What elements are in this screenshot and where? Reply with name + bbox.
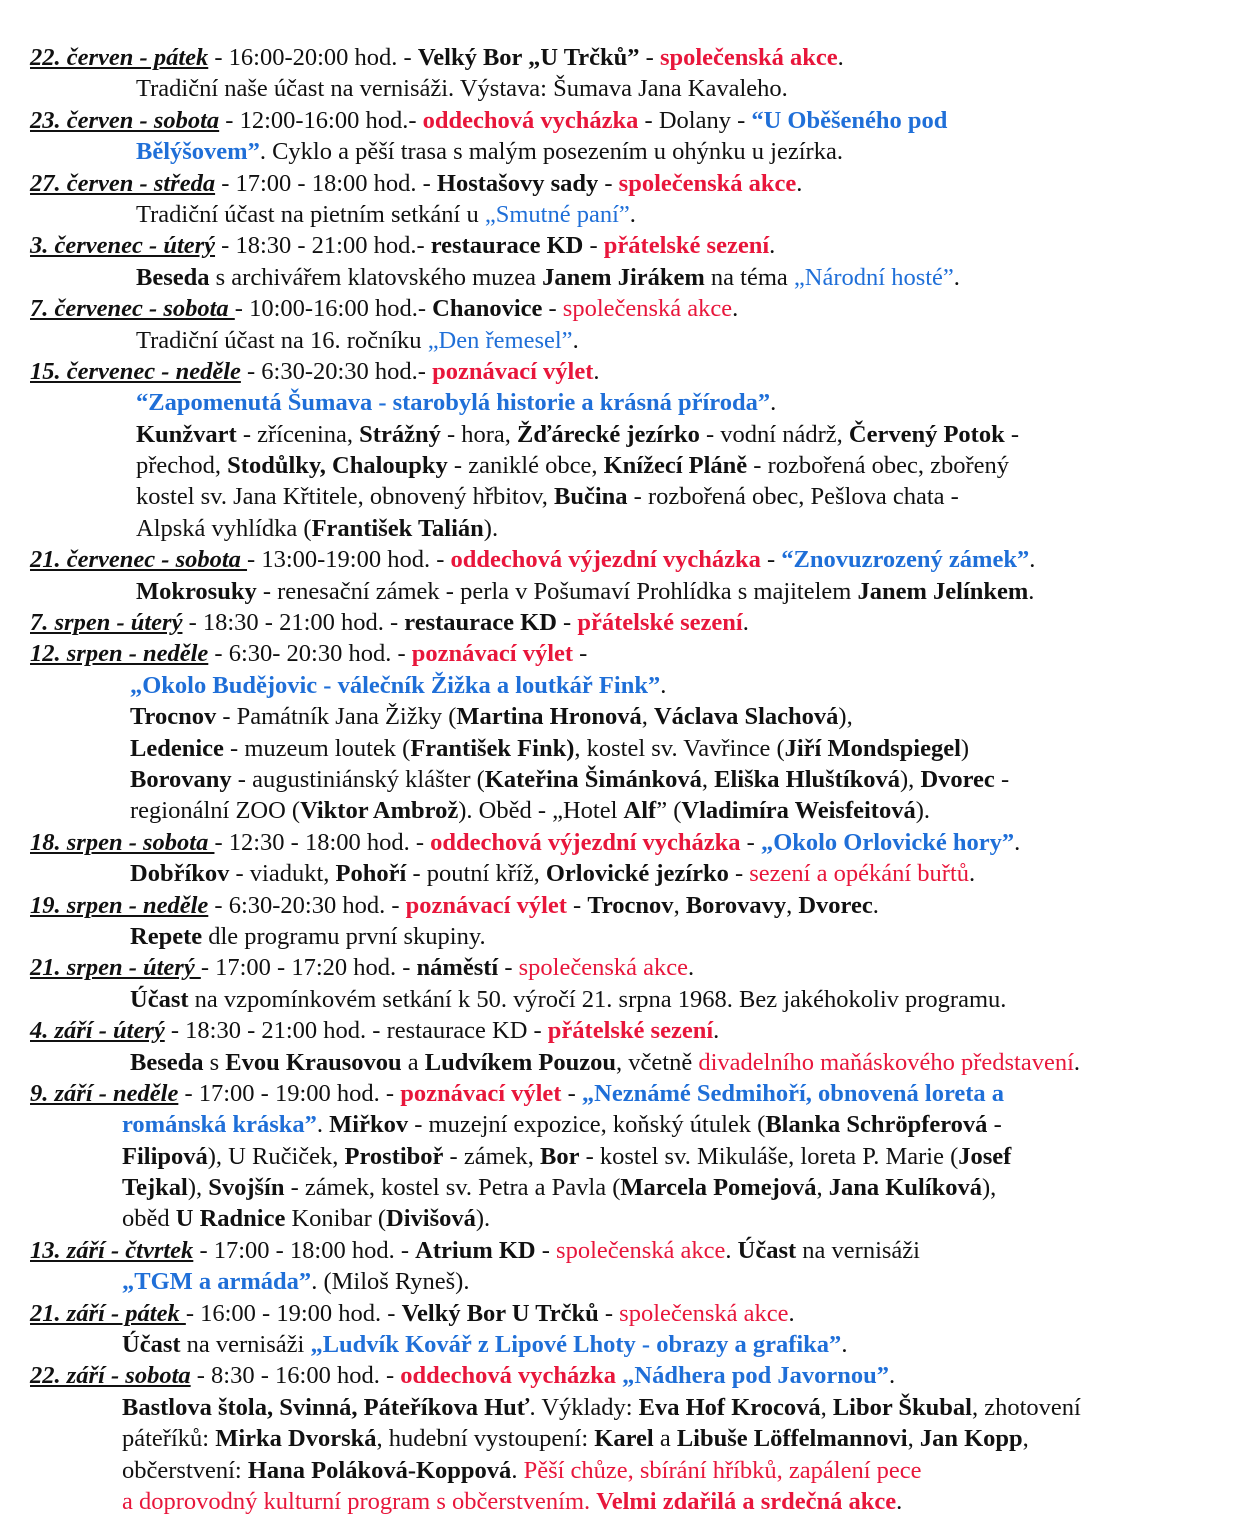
- text-span: oběd: [122, 1205, 176, 1233]
- event-type-label: poznávací výlet: [432, 357, 594, 385]
- event-type-label: přátelské sezení: [603, 232, 770, 260]
- text-span: ),: [900, 765, 921, 793]
- text-span: - zřícenina,: [236, 420, 360, 448]
- event-date: 21. srpen - úterý: [30, 954, 201, 982]
- event-date: 22. červen - pátek: [30, 44, 209, 71]
- emphasis-text: Pohoří: [335, 860, 407, 888]
- text-span: .: [953, 263, 960, 291]
- event-type-label: poznávací výlet: [411, 640, 574, 668]
- text-span: ), U Ručiček,: [207, 1142, 345, 1170]
- event-type-label: společenská akce: [562, 295, 733, 323]
- event-type-label: společenská akce: [619, 1299, 789, 1327]
- emphasis-text: Evou Krausovou: [225, 1048, 402, 1076]
- event-detail-line: [0, 921, 1253, 952]
- text-span: - 8:30 - 16:00 hod. -: [190, 1362, 401, 1390]
- event-header-line: [0, 607, 1253, 638]
- emphasis-text: Vladimíra Weisfeitová: [681, 797, 916, 825]
- emphasis-text: Účast: [122, 1331, 181, 1359]
- text-span: .: [742, 609, 749, 637]
- text-span: - zaniklé obce,: [447, 452, 604, 480]
- event-type-label: sezení a opékání buřtů: [749, 860, 969, 888]
- text-span: .: [725, 1236, 738, 1264]
- event-detail-line: [0, 450, 1253, 481]
- text-span: , zhotovení: [971, 1393, 1081, 1421]
- text-span: , hudební vystoupení:: [376, 1425, 595, 1453]
- text-span: ” (: [656, 797, 682, 825]
- text-span: - 18:30 - 21:00 hod.-: [215, 232, 431, 260]
- emphasis-text: Beseda: [130, 1048, 204, 1076]
- event-title: „Den řemesel”: [427, 326, 573, 354]
- text-span: - kostel sv. Mikuláše, loreta P. Marie (: [579, 1142, 959, 1170]
- event-title: „Národní hosté”: [793, 263, 954, 291]
- event-detail-line: [0, 795, 1253, 826]
- emphasis-text: Mirka Dvorská: [215, 1425, 377, 1453]
- event-header-line: [0, 952, 1253, 983]
- emphasis-text: U Radnice: [175, 1205, 286, 1233]
- emphasis-text: Tejkal: [122, 1174, 188, 1202]
- emphasis-text: Marcela Pomejová: [620, 1174, 817, 1202]
- event-type-label: oddechová vycházka: [422, 106, 639, 134]
- emphasis-text: restaurace KD: [430, 232, 584, 260]
- text-span: - Dolany -: [638, 106, 752, 134]
- emphasis-text: Kateřina Šimánková: [484, 765, 702, 793]
- text-span: - 16:00-20:00 hod. -: [208, 44, 418, 71]
- event-detail-line: [0, 1141, 1253, 1172]
- text-span: - muzeum loutek (: [223, 734, 411, 762]
- event-detail-line: [0, 1109, 1253, 1140]
- text-span: kostel sv. Jana Křtitele, obnovený hřbitov,: [136, 483, 555, 511]
- emphasis-text: Jan Kopp: [919, 1425, 1023, 1453]
- event-type-label: Pěší chůze, sbírání hříbků, zapálení pece: [523, 1456, 922, 1484]
- event-title: „Okolo Budějovic - válečník Žižka a loutkář Fink”: [130, 671, 661, 699]
- event-detail-line: [0, 199, 1253, 230]
- text-span: ),: [838, 703, 853, 731]
- event-date: 27. červen - středa: [30, 169, 216, 197]
- text-span: -: [598, 1299, 620, 1327]
- text-span: - augustiniánský klášter (: [231, 765, 485, 793]
- text-span: .: [796, 169, 803, 197]
- text-span: -: [542, 295, 563, 323]
- text-span: .: [1014, 828, 1021, 856]
- text-span: Alpská vyhlídka (: [136, 514, 312, 542]
- event-header-line: [0, 1235, 1253, 1266]
- event-header-line: [0, 827, 1253, 858]
- text-span: .: [593, 357, 600, 385]
- event-detail-line: [0, 419, 1253, 450]
- event-header-line: [0, 890, 1253, 921]
- event-type-label: přátelské sezení: [577, 609, 743, 637]
- text-span: s: [203, 1048, 226, 1076]
- text-span: na vzpomínkovém setkání k 50. výročí 21. srpna 1968. Bez jakéhokoliv programu.: [188, 985, 1007, 1013]
- emphasis-text: Bastlova štola, Svinná, Páteříkova Huť: [122, 1393, 530, 1421]
- text-span: - 16:00 - 19:00 hod. -: [185, 1299, 402, 1327]
- text-span: Konibar (: [285, 1205, 387, 1233]
- event-title: „Ludvík Kovář z Lipové Lhoty - obrazy a grafika”: [310, 1331, 842, 1359]
- text-span: .: [1073, 1048, 1081, 1076]
- text-span: -: [740, 828, 761, 856]
- text-span: .: [316, 1111, 330, 1139]
- text-span: ,: [673, 891, 686, 919]
- event-type-label: oddechová výjezdní vycházka: [450, 546, 761, 574]
- text-span: - vodní nádrž,: [699, 420, 849, 448]
- text-span: - zámek,: [443, 1142, 541, 1170]
- text-span: .: [841, 1331, 848, 1359]
- text-span: ). Oběd - „Hotel: [458, 797, 624, 825]
- emphasis-text: Janem Jirákem: [542, 263, 705, 291]
- event-title: románská kráska”: [122, 1111, 317, 1139]
- emphasis-text: Eva Hof Krocová: [638, 1393, 821, 1421]
- event-title: „Nádhera pod Javornou”: [622, 1362, 889, 1390]
- text-span: -: [598, 169, 619, 197]
- text-span: - zámek, kostel sv. Petra a Pavla (: [284, 1174, 621, 1202]
- event-type-label: společenská akce: [518, 954, 689, 982]
- event-header-line: [0, 105, 1253, 136]
- text-span: . (Miloš Ryneš).: [311, 1268, 470, 1296]
- event-type-label: společenská akce: [659, 44, 838, 71]
- event-date: 22. září - sobota: [30, 1362, 191, 1390]
- event-detail-line: [0, 984, 1253, 1015]
- emphasis-text: Miřkov: [329, 1111, 409, 1139]
- emphasis-text: Velký Bor U Trčků: [401, 1299, 599, 1327]
- emphasis-text: Ludvíkem Pouzou: [424, 1048, 617, 1076]
- emphasis-text: Jana Kulíková: [828, 1174, 982, 1202]
- event-header-line: [0, 1298, 1253, 1329]
- text-span: .: [629, 200, 636, 228]
- event-detail-line: [0, 1392, 1253, 1423]
- event-header-line: [0, 230, 1253, 261]
- event-type-label: poznávací výlet: [405, 891, 567, 919]
- text-span: ).: [475, 1205, 491, 1233]
- event-date: 15. červenec - neděle: [30, 357, 241, 385]
- event-type-label: oddechová vycházka: [400, 1362, 616, 1390]
- emphasis-text: Dvorec: [920, 765, 995, 793]
- emphasis-text: Velký Bor „U Trčků”: [417, 44, 640, 71]
- emphasis-text: Hana Poláková-Koppová: [247, 1456, 512, 1484]
- text-span: a: [653, 1425, 677, 1453]
- text-span: .: [511, 1456, 524, 1484]
- text-span: . Výklady:: [529, 1393, 639, 1421]
- text-span: , včetně: [616, 1048, 699, 1076]
- event-detail-line: [0, 1266, 1253, 1297]
- text-span: přechod,: [136, 452, 228, 480]
- text-span: -: [639, 44, 660, 71]
- emphasis-text: Účast: [130, 985, 189, 1013]
- emphasis-text: Václava Slachová: [653, 703, 839, 731]
- text-span: páteříků:: [122, 1425, 216, 1453]
- event-title: „Smutné paní”: [484, 200, 630, 228]
- text-span: -: [583, 232, 604, 260]
- event-schedule-document: [0, 42, 1253, 1517]
- emphasis-text: náměstí: [416, 954, 499, 982]
- text-span: -: [566, 891, 588, 919]
- text-span: - 17:00 - 18:00 hod. -: [215, 169, 437, 197]
- emphasis-text: Beseda: [136, 263, 210, 291]
- text-span: .: [969, 860, 976, 888]
- emphasis-text: Strážný: [359, 420, 441, 448]
- event-detail-line: [0, 73, 1253, 104]
- event-detail-line: [0, 481, 1253, 512]
- text-span: .: [713, 1017, 720, 1045]
- event-detail-line: [0, 513, 1253, 544]
- text-span: - 18:30 - 21:00 hod. - restaurace KD -: [164, 1017, 548, 1045]
- event-detail-line: [0, 1172, 1253, 1203]
- event-detail-line: [0, 136, 1253, 167]
- text-span: ).: [915, 797, 931, 825]
- text-span: - 10:00-16:00 hod.-: [234, 295, 433, 323]
- text-span: ,: [1022, 1425, 1029, 1453]
- emphasis-text: Borovany: [130, 765, 232, 793]
- text-span: - muzejní expozice, koňský útulek (: [408, 1111, 766, 1139]
- text-span: .: [769, 232, 776, 260]
- event-date: 21. září - pátek: [30, 1299, 186, 1327]
- text-span: -: [987, 1111, 1002, 1139]
- text-span: - 17:00 - 19:00 hod. -: [178, 1079, 401, 1107]
- emphasis-text: Libor Škubal: [832, 1393, 972, 1421]
- text-span: - 18:30 - 21:00 hod. -: [182, 609, 405, 637]
- emphasis-text: Karel: [594, 1425, 654, 1453]
- event-type-label: společenská akce: [556, 1236, 726, 1264]
- event-date: 3. červenec - úterý: [30, 232, 216, 260]
- emphasis-text: Alf: [623, 797, 657, 825]
- event-detail-line: [0, 1486, 1253, 1517]
- emphasis-text: Libuše Löffelmannovi: [676, 1425, 908, 1453]
- text-span: .: [837, 44, 844, 71]
- emphasis-text: Knížecí Pláně: [603, 452, 748, 480]
- event-detail-line: [0, 325, 1253, 356]
- emphasis-text: Kunžvart: [136, 420, 237, 448]
- event-type-label: poznávací výlet: [400, 1079, 562, 1107]
- text-span: -: [498, 954, 519, 982]
- event-type-label: oddechová výjezdní vycházka: [430, 828, 741, 856]
- event-date: 18. srpen - sobota: [30, 828, 215, 856]
- text-span: - viadukt,: [229, 860, 336, 888]
- emphasis-text: Divišová: [386, 1205, 476, 1233]
- emphasis-text: Trocnov: [587, 891, 674, 919]
- event-title: “Zapomenutá Šumava - starobylá historie a krásná příroda”: [136, 389, 771, 417]
- text-span: ,: [907, 1425, 920, 1453]
- event-detail-line: [0, 733, 1253, 764]
- text-span: -: [561, 1079, 582, 1107]
- text-span: .: [872, 891, 879, 919]
- event-detail-line: [0, 670, 1253, 701]
- text-span: -: [994, 765, 1010, 793]
- text-span: - rozbořená obec, Pešlova chata -: [627, 483, 959, 511]
- event-detail-line: [0, 1423, 1253, 1454]
- emphasis-text: Svojšín: [208, 1174, 285, 1202]
- text-span: - Památník Jana Žižky (: [216, 703, 457, 731]
- event-detail-line: [0, 262, 1253, 293]
- event-date: 9. září - neděle: [30, 1079, 179, 1107]
- event-header-line: [0, 544, 1253, 575]
- event-title: “U Oběšeného pod: [751, 106, 948, 134]
- text-span: - 13:00-19:00 hod. -: [247, 546, 451, 574]
- emphasis-text: Bor: [540, 1142, 580, 1170]
- text-span: Tradiční účast na pietním setkání u: [136, 200, 485, 228]
- text-span: - 6:30- 20:30 hod. -: [208, 640, 412, 668]
- emphasis-text: Dobříkov: [130, 860, 230, 888]
- event-title: “Znovuzrozený zámek”: [781, 546, 1030, 574]
- emphasis-text: Mokrosuky: [136, 577, 257, 605]
- event-header-line: [0, 293, 1253, 324]
- emphasis-text: Ledenice: [130, 734, 224, 762]
- emphasis-text: Borovavy: [685, 891, 787, 919]
- text-span: ): [960, 734, 970, 762]
- emphasis-text: Červený Potok: [848, 420, 1005, 448]
- event-date: 7. srpen - úterý: [30, 609, 183, 637]
- text-span: .: [1028, 577, 1035, 605]
- event-type-label: divadelního maňáskového představení: [698, 1048, 1074, 1076]
- emphasis-text: Dvorec: [798, 891, 873, 919]
- text-span: .: [896, 1487, 903, 1515]
- text-span: - 6:30-20:30 hod.-: [240, 357, 433, 385]
- emphasis-text: Jiří Mondspiegel: [784, 734, 961, 762]
- event-detail-line: [0, 1455, 1253, 1486]
- emphasis-text: Hostašovy sady: [436, 169, 599, 197]
- emphasis-text: Josef: [958, 1142, 1012, 1170]
- event-detail-line: [0, 1329, 1253, 1360]
- text-span: .: [788, 1299, 795, 1327]
- event-detail-line: [0, 1203, 1253, 1234]
- event-header-line: [0, 1078, 1253, 1109]
- text-span: - 12:00-16:00 hod.-: [219, 106, 423, 134]
- event-detail-line: [0, 1047, 1253, 1078]
- text-span: Tradiční účast na 16. ročníku: [136, 326, 428, 354]
- emphasis-text: Janem Jelínkem: [857, 577, 1029, 605]
- text-span: dle programu první skupiny.: [202, 922, 486, 950]
- text-span: .: [732, 295, 739, 323]
- text-span: -: [573, 640, 588, 668]
- event-header-line: [0, 168, 1253, 199]
- text-span: -: [556, 609, 578, 637]
- text-span: . Cyklo a pěší trasa s malým posezením u ohýnku u jezírka.: [259, 138, 843, 166]
- event-header-line: [0, 1015, 1253, 1046]
- text-span: -: [535, 1236, 557, 1264]
- event-date: 21. červenec - sobota: [30, 546, 248, 574]
- event-date: 4. září - úterý: [30, 1017, 165, 1045]
- text-span: -: [760, 546, 782, 574]
- text-span: ),: [981, 1174, 997, 1202]
- emphasis-text: Filipová: [122, 1142, 208, 1170]
- emphasis-text: Bučina: [554, 483, 628, 511]
- text-span: a: [401, 1048, 425, 1076]
- event-detail-line: [0, 858, 1253, 889]
- text-span: ),: [187, 1174, 209, 1202]
- text-span: , kostel sv. Vavřince (: [574, 734, 785, 762]
- text-span: - 6:30-20:30 hod. -: [208, 891, 406, 919]
- text-span: ,: [786, 891, 799, 919]
- emphasis-text: Blanka Schröpferová: [765, 1111, 988, 1139]
- event-header-line: [0, 638, 1253, 669]
- event-date: 13. září - čtvrtek: [30, 1236, 194, 1264]
- event-type-label: společenská akce: [618, 169, 797, 197]
- text-span: ,: [641, 703, 654, 731]
- text-span: .: [660, 671, 667, 699]
- emphasis-text: Martina Hronová: [456, 703, 642, 731]
- text-span: - hora,: [440, 420, 518, 448]
- event-detail-line: [0, 764, 1253, 795]
- emphasis-text: Viktor Ambrož: [300, 797, 459, 825]
- text-span: Tradiční naše účast na vernisáži. Výstava: Šumava Jana Kavaleho.: [136, 75, 788, 103]
- text-span: ).: [483, 514, 499, 542]
- text-span: regionální ZOO (: [130, 797, 301, 825]
- emphasis-text: Trocnov: [130, 703, 217, 731]
- event-date: 19. srpen - neděle: [30, 891, 209, 919]
- event-date: 7. červenec - sobota: [30, 295, 235, 323]
- event-title: „Neznámé Sedmihoří, obnovená loreta a: [581, 1079, 1005, 1107]
- text-span: - 17:00 - 18:00 hod. -: [193, 1236, 416, 1264]
- event-header-line: [0, 1360, 1253, 1391]
- text-span: .: [688, 954, 695, 982]
- event-detail-line: [0, 387, 1253, 418]
- text-span: -: [1004, 420, 1019, 448]
- text-span: -: [728, 860, 750, 888]
- emphasis-text: František Talián: [311, 514, 484, 542]
- text-span: - 17:00 - 17:20 hod. -: [200, 954, 417, 982]
- emphasis-text: Orlovické jezírko: [545, 860, 729, 888]
- event-type-label: Velmi zdařilá a srdečná akce: [596, 1487, 897, 1515]
- text-span: občerstvení:: [122, 1456, 248, 1484]
- event-type-label: a doprovodný kulturní program s občerstvením.: [122, 1487, 591, 1515]
- text-span: na téma: [704, 263, 794, 291]
- emphasis-text: Prostiboř: [344, 1142, 444, 1170]
- event-header-line: [0, 42, 1253, 73]
- text-span: - poutní kříž,: [406, 860, 546, 888]
- emphasis-text: František Fink): [410, 734, 575, 762]
- emphasis-text: Žďárecké jezírko: [517, 420, 700, 448]
- text-span: .: [770, 389, 777, 417]
- text-span: .: [572, 326, 579, 354]
- emphasis-text: Repete: [130, 922, 203, 950]
- event-date: 23. červen - sobota: [30, 106, 220, 134]
- emphasis-text: Eliška Hluštíková: [714, 765, 901, 793]
- text-span: na vernisáži: [180, 1331, 311, 1359]
- text-span: ,: [816, 1174, 829, 1202]
- event-title: „TGM a armáda”: [122, 1268, 312, 1296]
- event-type-label: přátelské sezení: [547, 1017, 714, 1045]
- text-span: - renesační zámek - perla v Pošumaví Prohlídka s majitelem: [256, 577, 858, 605]
- event-header-line: [0, 356, 1253, 387]
- emphasis-text: Chanovice: [432, 295, 543, 323]
- text-span: - rozbořená obec, zbořený: [747, 452, 1010, 480]
- emphasis-text: Atrium KD: [415, 1236, 536, 1264]
- event-date: 12. srpen - neděle: [30, 640, 209, 668]
- emphasis-text: Účast: [737, 1236, 797, 1264]
- emphasis-text: restaurace KD: [404, 609, 557, 637]
- text-span: na vernisáži: [796, 1236, 920, 1264]
- event-detail-line: [0, 576, 1253, 607]
- event-title: „Okolo Orlovické hory”: [760, 828, 1015, 856]
- emphasis-text: Stodůlky, Chaloupky: [227, 452, 448, 480]
- event-detail-line: [0, 701, 1253, 732]
- text-span: ,: [701, 765, 715, 793]
- text-span: s archivářem klatovského muzea: [209, 263, 543, 291]
- event-title: Bělýšovem”: [136, 138, 260, 166]
- text-span: - 12:30 - 18:00 hod. -: [214, 828, 431, 856]
- text-span: .: [1029, 546, 1036, 574]
- text-span: .: [888, 1362, 896, 1390]
- text-span: ,: [820, 1393, 833, 1421]
